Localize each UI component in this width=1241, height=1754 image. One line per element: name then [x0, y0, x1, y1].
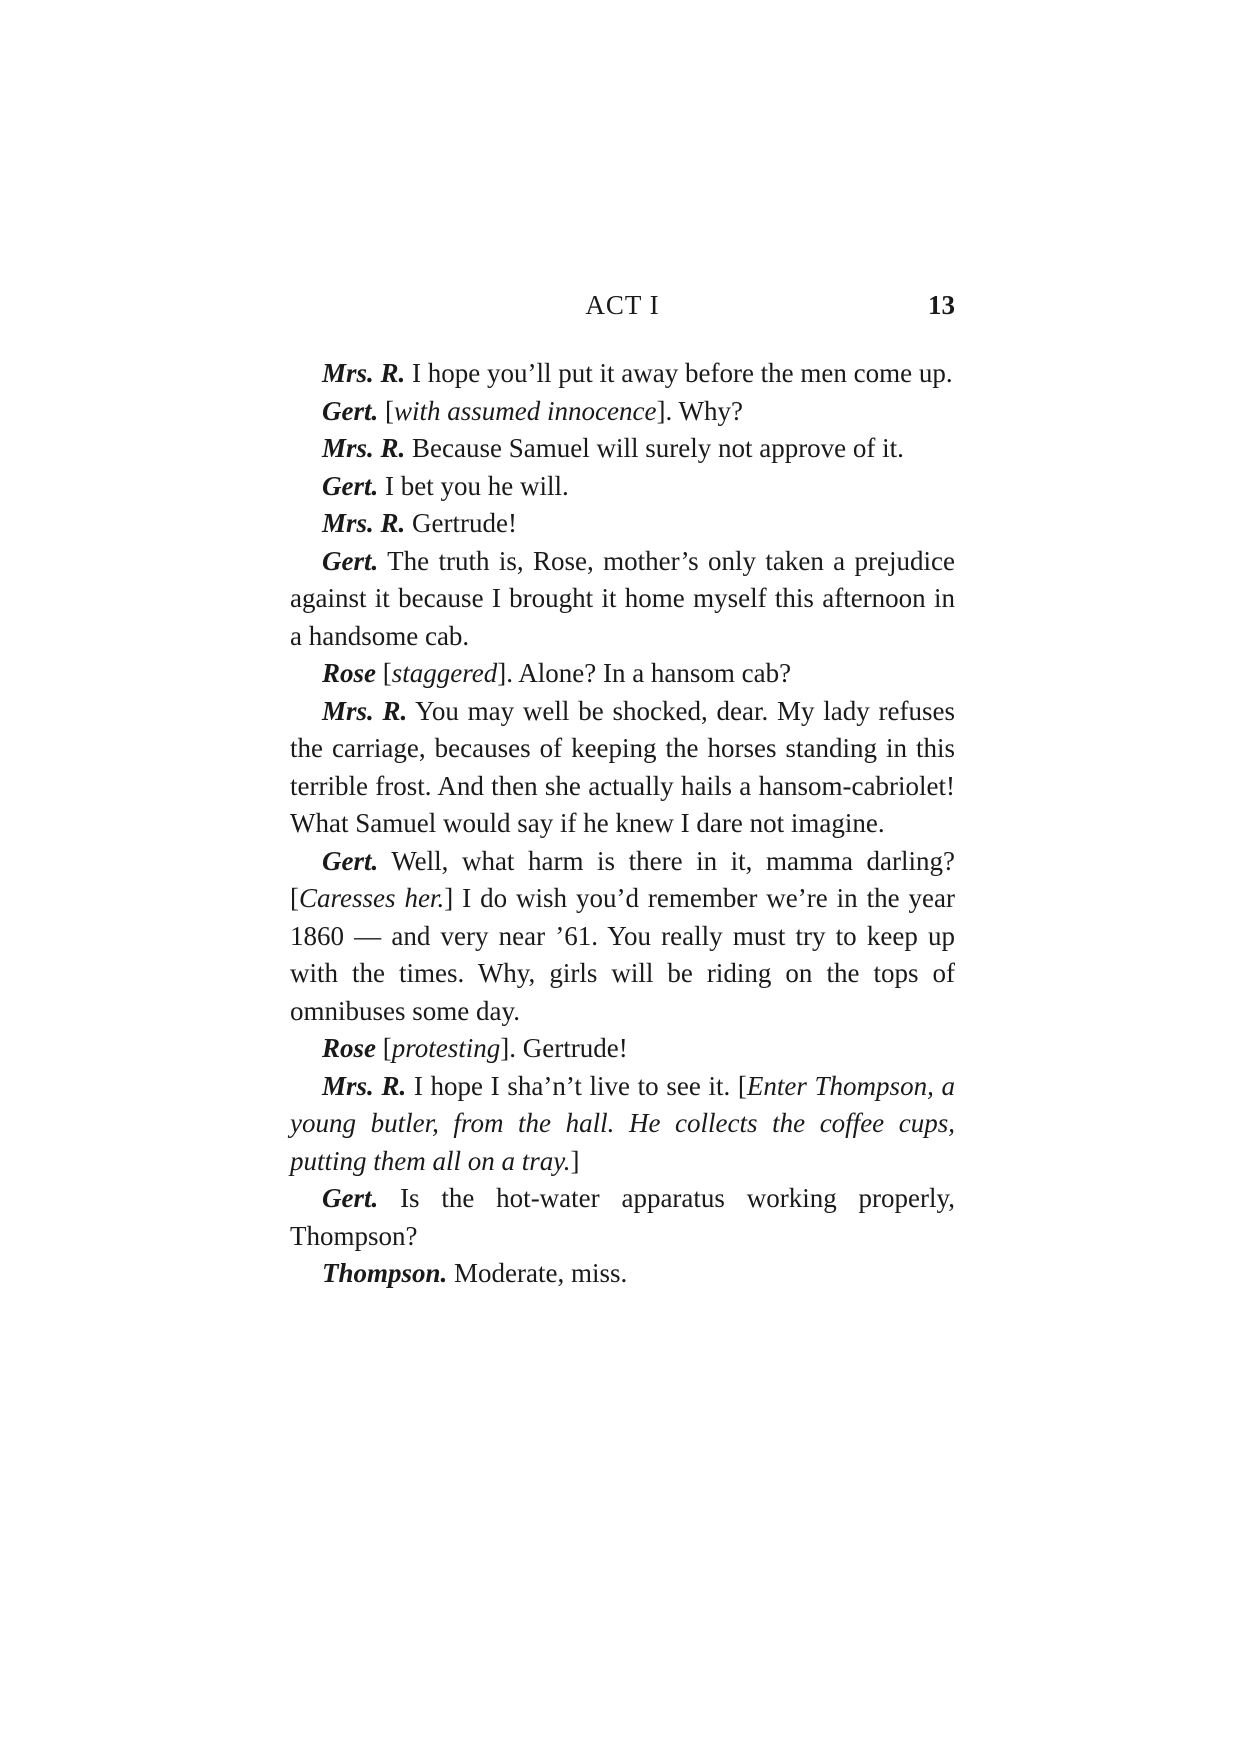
dialogue-text: Moderate, miss. — [447, 1258, 628, 1288]
dialogue-text: ]. Alone? In a hansom cab? — [497, 658, 792, 688]
dialogue-paragraph — [290, 393, 955, 431]
speaker-name: Rose — [322, 1033, 376, 1063]
stage-direction: with assumed innocence — [394, 395, 657, 426]
dialogue-text: The truth is, Rose, mother’s only taken a prejudice against it because I brought it home myself this afternoon in a handsome cab. — [290, 545, 955, 651]
dialogue-text: ]. Why? — [656, 395, 743, 426]
play-text — [290, 355, 955, 1293]
speaker-name: Mrs. R. — [322, 695, 408, 726]
stage-direction: protesting — [391, 1033, 501, 1063]
dialogue-text: Is the hot-water apparatus working properly, Thompson? — [290, 1183, 955, 1251]
dialogue-paragraph — [290, 355, 955, 393]
dialogue-text: [ — [378, 395, 394, 426]
dialogue-text: I bet you he will. — [378, 470, 569, 501]
dialogue-paragraph — [290, 1255, 955, 1293]
dialogue-text: ] — [570, 1145, 580, 1176]
speaker-name: Mrs. R. — [322, 508, 406, 538]
dialogue-text: ]. Gertrude! — [500, 1033, 628, 1063]
page-header — [290, 290, 955, 330]
dialogue-text: You may well be shocked, dear. My lady refuses the carriage, becauses of keeping the horses standing in this terrible frost. And then she actually hails a hansom-cabriolet! What Samuel would say if he knew I dare not imagine. — [290, 695, 955, 838]
speaker-name: Rose — [322, 658, 376, 688]
dialogue-text: I hope you’ll put it away before the men come up. — [405, 358, 953, 388]
page-number: 13 — [928, 290, 955, 320]
speaker-name: Gert. — [322, 395, 379, 426]
dialogue-text: Well, what harm is there in it, mamma darling? [ — [290, 845, 955, 913]
dialogue-paragraph — [290, 1180, 955, 1255]
dialogue-paragraph — [290, 468, 955, 506]
dialogue-text: Gertrude! — [405, 508, 517, 538]
dialogue-text: Because Samuel will surely not approve of it. — [405, 433, 904, 463]
dialogue-paragraph — [290, 430, 955, 468]
dialogue-paragraph — [290, 693, 955, 843]
dialogue-text: [ — [376, 1033, 392, 1063]
dialogue-paragraph — [290, 505, 955, 543]
running-head: ACT I — [585, 290, 660, 320]
speaker-name: Gert. — [322, 1183, 379, 1213]
dialogue-text: I hope I sha’n’t live to see it. [ — [406, 1070, 747, 1101]
dialogue-text: [ — [376, 658, 392, 688]
dialogue-paragraph — [290, 655, 955, 693]
dialogue-text: ] I do wish you’d remember we’re in the year 1860 — and very near ’61. You really must try to keep up with the times. Why, girls will be riding on the tops of omnibuses some day. — [290, 883, 955, 1026]
speaker-name: Mrs. R. — [322, 433, 406, 463]
speaker-name: Gert. — [322, 470, 379, 501]
speaker-name: Gert. — [322, 845, 379, 876]
speaker-name: Mrs. R. — [322, 358, 406, 388]
stage-direction: Enter Thompson, a young butler, from the hall. He collects the coffee cups, putting them all on a tray. — [290, 1070, 955, 1176]
speaker-name: Mrs. R. — [322, 1070, 407, 1101]
speaker-name: Gert. — [322, 545, 379, 576]
stage-direction: Caresses her. — [299, 883, 445, 913]
stage-direction: staggered — [391, 658, 498, 688]
speaker-name: Thompson. — [322, 1258, 448, 1288]
dialogue-paragraph — [290, 1030, 955, 1068]
dialogue-paragraph — [290, 543, 955, 656]
dialogue-paragraph — [290, 1068, 955, 1181]
dialogue-paragraph — [290, 843, 955, 1031]
